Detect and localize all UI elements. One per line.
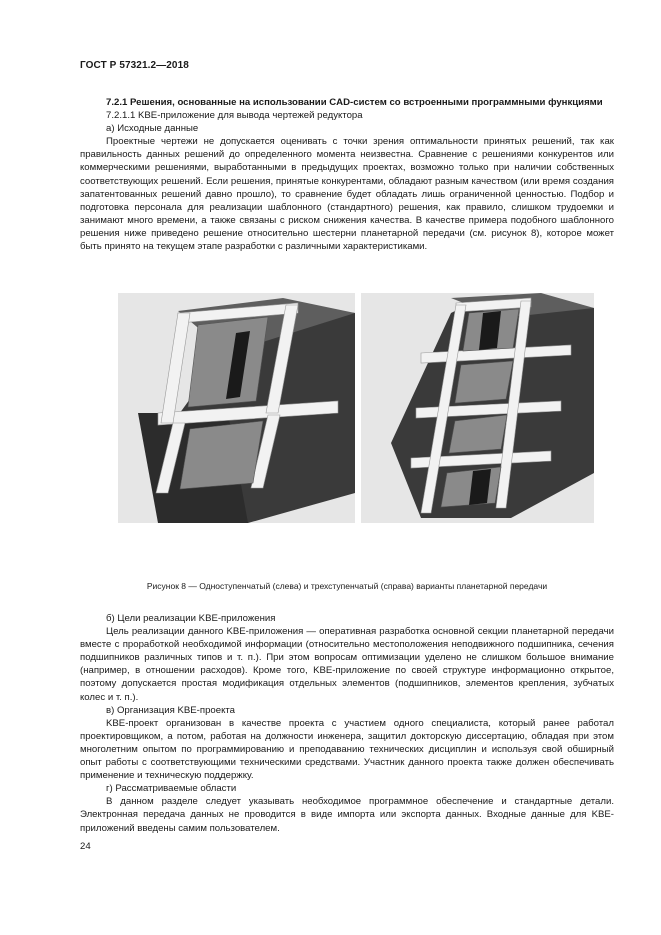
paragraph-b: Цель реализации данного KBE-приложения — оперативная разработка основной секции планетарной передачи вместе с проработкой необходимой информации (относительно местоположения неподвижного подшипника, сечения подшипников различных типов и т. п.). При этом вопросам оптимизации уделено не слишком большое внимание (например, в отношении расходов). Кроме того, KBE-приложение по своей структуре информационно открытое, поэтому допускается простая модификация отдельных элементов (подшипников, элементов крепления, зубчатых колес и т. п.). bbox=[80, 626, 614, 703]
three-stage-gear-illustration bbox=[361, 293, 594, 523]
figure-8 bbox=[118, 293, 594, 523]
paragraph-a: Проектные чертежи не допускается оценивать с точки зрения оптимальности принятых решений, так как правильность данных решений до определенного момента неизвестна. Сравнение с решениями конкурентов или коммерческими решениями, выработанными в предыдущих проектах, возможно только при наличии собственных соответствующих решений. Если решения, принятые конкурентами, обладают разным качеством (или время создания запатентованных решений давно прошло), то сравнение будет обладать лишь ограниченной ценностью. Подбор и подготовка персонала для реализации шаблонного (стандартного) решения, как правило, слишком трудоемки и занимают много времени, а также связаны с риском снижения качества. В качестве примера подобного шаблонного решения ниже приведено решение относительно шестерни планетарной передачи (см. рисунок 8), которое может быть принято на текущем этапе разработки с различными характеристиками. bbox=[80, 136, 614, 253]
page-number: 24 bbox=[80, 841, 91, 852]
document-header: ГОСТ Р 57321.2—2018 bbox=[80, 60, 189, 71]
subsection-heading: 7.2.1.1 KBE-приложение для вывода чертежей редуктора bbox=[106, 110, 363, 122]
section-7-2-1 bbox=[80, 96, 614, 253]
single-stage-gear-illustration bbox=[118, 293, 355, 523]
item-b-heading: б) Цели реализации KBE-приложения bbox=[106, 613, 276, 624]
item-c-heading: в) Организация KBE-проекта bbox=[106, 704, 236, 716]
paragraph-c: KBE-проект организован в качестве проекта с участием одного специалиста, который ранее работал проектировщиком, а потом, работая на должности инженера, защитил докторскую диссертацию, обладая при этом многолетним опытом по программированию и преподаванию технических дисциплин и используя свой обширный опыт работы с соответствующими техническими средствами. Участник данного проекта также должен обеспечивать применение и техническую поддержку. bbox=[80, 717, 614, 782]
section-heading: 7.2.1 Решения, основанные на использовании CAD-систем со встроенными программными функциями bbox=[106, 97, 603, 108]
paragraph-d: В данном разделе следует указывать необходимое программное обеспечение и стандартные детали. Электронная передача данных не проводится в виде импорта или экспорта данных. Входные данные для KBE-приложений введены самим пользователем. bbox=[80, 796, 614, 834]
item-d-heading: г) Рассматриваемые области bbox=[106, 783, 237, 795]
section-continued bbox=[80, 612, 614, 835]
figure-caption: Рисунок 8 — Одноступенчатый (слева) и трехступенчатый (справа) варианты планетарной передачи bbox=[146, 581, 548, 591]
item-a-heading: а) Исходные данные bbox=[106, 123, 199, 135]
